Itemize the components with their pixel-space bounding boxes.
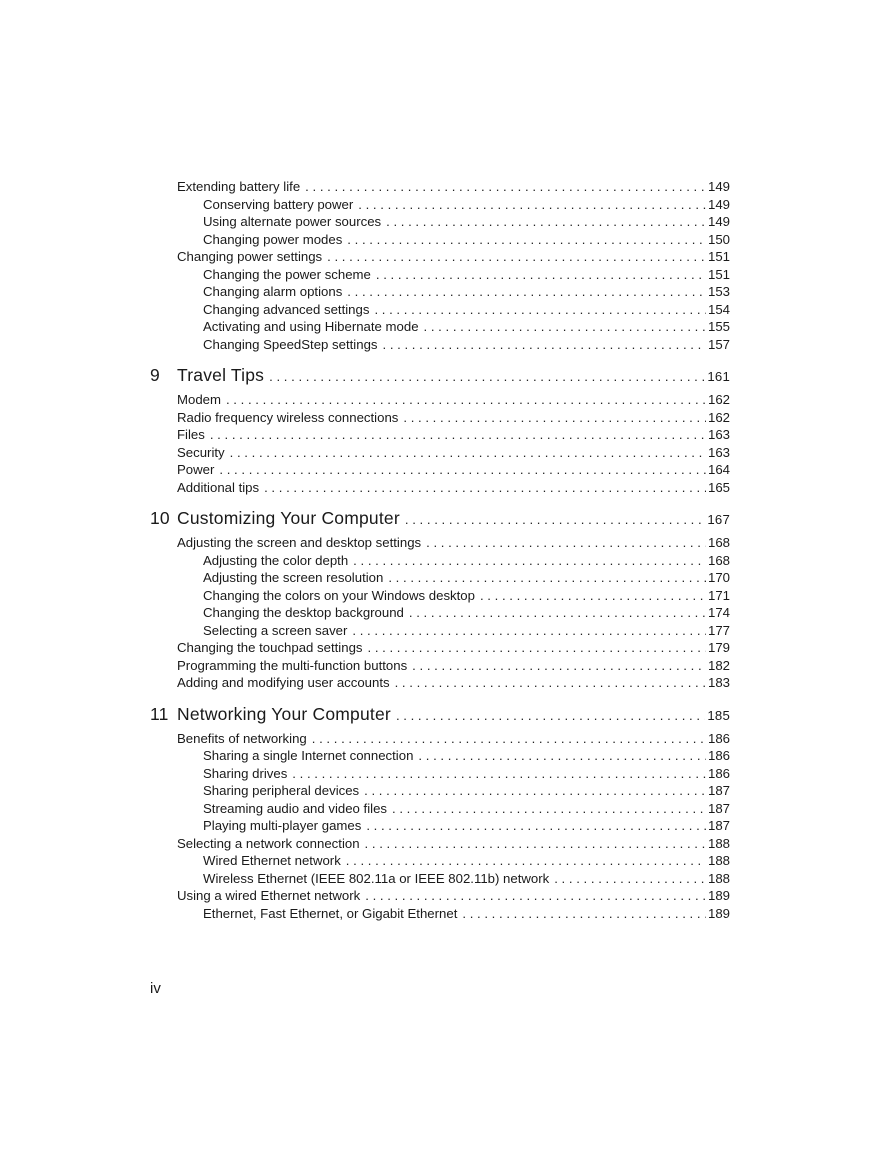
dot-leader	[403, 409, 706, 427]
entry-title: Benefits of networking	[177, 730, 307, 746]
page-ref: 163	[707, 444, 730, 460]
dot-leader	[230, 444, 706, 462]
page-ref: 162	[707, 392, 730, 407]
entry-title: Programming the multi-function buttons	[177, 657, 408, 673]
page-ref: 157	[707, 336, 730, 352]
page-ref: 149	[707, 214, 730, 229]
entry-title: Modem	[177, 392, 221, 407]
dot-leader	[352, 622, 706, 640]
toc-entry[interactable]	[150, 196, 730, 214]
page-ref: 151	[707, 249, 730, 264]
page-ref: 168	[707, 552, 730, 568]
entry-title: Changing advanced settings	[203, 301, 370, 317]
dot-leader	[226, 391, 706, 409]
entry-title: Changing the power scheme	[203, 266, 371, 282]
page-ref: 167	[707, 512, 730, 527]
dot-leader	[412, 657, 706, 675]
dot-leader	[365, 835, 706, 853]
page-ref: 187	[707, 783, 730, 798]
dot-leader	[418, 747, 706, 765]
entry-title: Conserving battery power	[203, 196, 354, 212]
chapter-title: Customizing Your Computer	[177, 508, 400, 528]
dot-leader	[292, 765, 706, 783]
dot-leader	[392, 800, 706, 818]
dot-leader	[346, 852, 706, 870]
toc-entry[interactable]	[150, 674, 730, 692]
chapter-number: 9	[150, 365, 160, 385]
page-ref: 153	[707, 284, 730, 299]
dot-leader	[405, 508, 706, 530]
chapter-title: Networking Your Computer	[177, 703, 391, 724]
dot-leader	[409, 604, 706, 622]
dot-leader	[383, 336, 706, 354]
toc-entry[interactable]	[150, 887, 730, 905]
dot-leader	[347, 283, 706, 301]
dot-leader	[462, 905, 706, 923]
entry-title: Changing the desktop background	[203, 605, 404, 620]
dot-leader	[269, 365, 705, 387]
dot-leader	[424, 318, 706, 336]
entry-title: Ethernet, Fast Ethernet, or Gigabit Ethernet	[203, 905, 458, 921]
toc-entry[interactable]	[150, 852, 730, 870]
entry-title: Changing power modes	[203, 231, 343, 247]
entry-title: Adjusting the color depth	[203, 552, 349, 568]
toc-entry[interactable]	[150, 391, 730, 409]
page-ref: 188	[707, 853, 730, 868]
dot-leader	[327, 248, 706, 266]
toc-chapter[interactable]	[150, 363, 730, 387]
page-ref: 179	[707, 640, 730, 655]
entry-title: Adjusting the screen resolution	[203, 570, 384, 585]
entry-title: Sharing drives	[203, 765, 288, 781]
page-ref: 187	[707, 818, 730, 833]
dot-leader	[395, 674, 706, 692]
dot-leader	[305, 178, 706, 196]
entry-title: Wireless Ethernet (IEEE 802.11a or IEEE 802.11b) network	[203, 870, 550, 886]
toc-entry[interactable]	[150, 461, 730, 479]
entry-title: Changing SpeedStep settings	[203, 336, 378, 352]
page-number: iv	[150, 980, 161, 997]
toc-entry[interactable]	[150, 730, 730, 748]
entry-title: Changing the touchpad settings	[177, 640, 363, 655]
page-ref: 187	[707, 800, 730, 816]
entry-title: Files	[177, 427, 205, 442]
chapter-number: 10	[150, 508, 170, 528]
toc-entry[interactable]	[150, 870, 730, 888]
toc-entry[interactable]	[150, 426, 730, 444]
entry-title: Selecting a network connection	[177, 835, 360, 851]
page-ref: 189	[707, 905, 730, 921]
page-ref: 171	[707, 587, 730, 603]
dot-leader	[426, 534, 706, 552]
toc-entry[interactable]	[150, 409, 730, 427]
chapter-title: Travel Tips	[177, 365, 265, 385]
dot-leader	[353, 552, 706, 570]
toc-entry[interactable]	[150, 231, 730, 249]
toc-entry[interactable]	[150, 765, 730, 783]
page-ref: 186	[707, 748, 730, 763]
dot-leader	[219, 461, 706, 479]
toc-entry[interactable]	[150, 782, 730, 800]
entry-title: Extending battery life	[177, 179, 301, 194]
toc-entry[interactable]	[150, 835, 730, 853]
dot-leader	[368, 639, 706, 657]
entry-title: Additional tips	[177, 479, 260, 495]
toc-entry[interactable]	[150, 905, 730, 923]
page-ref: 155	[707, 319, 730, 334]
page-ref: 149	[707, 179, 730, 194]
entry-title: Sharing peripheral devices	[203, 783, 360, 798]
dot-leader	[365, 887, 706, 905]
toc-entry[interactable]	[150, 318, 730, 336]
page-ref: 168	[707, 535, 730, 550]
page-ref: 185	[707, 707, 730, 723]
page-ref: 164	[707, 462, 730, 477]
dot-leader	[358, 196, 706, 214]
page-ref: 170	[707, 570, 730, 585]
page-ref: 174	[707, 605, 730, 620]
entry-title: Adjusting the screen and desktop settings	[177, 535, 422, 550]
toc-chapter[interactable]	[150, 702, 730, 726]
entry-title: Adding and modifying user accounts	[177, 675, 390, 690]
page-ref: 162	[707, 409, 730, 425]
page-ref: 186	[707, 765, 730, 781]
page-ref: 177	[707, 622, 730, 638]
page-ref: 188	[707, 870, 730, 886]
entry-title: Changing the colors on your Windows desktop	[203, 587, 475, 603]
toc-entry[interactable]	[150, 552, 730, 570]
entry-title: Wired Ethernet network	[203, 853, 341, 868]
dot-leader	[312, 730, 706, 748]
toc-entry[interactable]	[150, 604, 730, 622]
entry-title: Using alternate power sources	[203, 214, 382, 229]
toc-entry[interactable]	[150, 817, 730, 835]
toc-entry[interactable]	[150, 587, 730, 605]
entry-title: Power	[177, 462, 215, 477]
page-ref: 163	[707, 427, 730, 442]
page-ref: 183	[707, 675, 730, 690]
toc-entry[interactable]	[150, 639, 730, 657]
dot-leader	[374, 301, 706, 319]
dot-leader	[376, 266, 706, 284]
toc-entry[interactable]	[150, 569, 730, 587]
toc-entry[interactable]	[150, 657, 730, 675]
entry-title: Sharing a single Internet connection	[203, 748, 414, 763]
table-of-contents	[150, 178, 730, 922]
dot-leader	[264, 479, 706, 497]
toc-entry[interactable]	[150, 248, 730, 266]
toc-entry[interactable]	[150, 444, 730, 462]
page-ref: 149	[707, 196, 730, 212]
page-ref: 154	[707, 301, 730, 317]
page-ref: 165	[707, 479, 730, 495]
toc-entry[interactable]	[150, 178, 730, 196]
toc-entry[interactable]	[150, 622, 730, 640]
entry-title: Radio frequency wireless connections	[177, 409, 399, 425]
toc-entry[interactable]	[150, 283, 730, 301]
dot-leader	[388, 569, 706, 587]
page-ref: 182	[707, 657, 730, 673]
entry-title: Changing alarm options	[203, 284, 343, 299]
toc-entry[interactable]	[150, 301, 730, 319]
toc-entry[interactable]	[150, 336, 730, 354]
chapter-number: 11	[150, 703, 169, 724]
entry-title: Using a wired Ethernet network	[177, 888, 361, 903]
toc-entry[interactable]	[150, 213, 730, 231]
page-ref: 150	[707, 231, 730, 247]
dot-leader	[210, 426, 706, 444]
entry-title: Security	[177, 444, 225, 460]
entry-title: Activating and using Hibernate mode	[203, 319, 419, 334]
toc-entry[interactable]	[150, 266, 730, 284]
page-ref: 151	[707, 266, 730, 282]
toc-entry[interactable]	[150, 534, 730, 552]
entry-title: Changing power settings	[177, 249, 323, 264]
dot-leader	[364, 782, 706, 800]
toc-chapter[interactable]	[150, 506, 730, 530]
dot-leader	[396, 704, 705, 726]
dot-leader	[554, 870, 706, 888]
toc-entry[interactable]	[150, 747, 730, 765]
entry-title: Streaming audio and video files	[203, 800, 388, 816]
dot-leader	[366, 817, 706, 835]
page-ref: 186	[707, 730, 730, 746]
dot-leader	[347, 231, 706, 249]
toc-entry[interactable]	[150, 800, 730, 818]
toc-entry[interactable]	[150, 479, 730, 497]
dot-leader	[480, 587, 706, 605]
page-ref: 188	[707, 835, 730, 851]
entry-title: Playing multi-player games	[203, 818, 362, 833]
entry-title: Selecting a screen saver	[203, 622, 348, 638]
dot-leader	[386, 213, 706, 231]
page-ref: 161	[707, 369, 730, 384]
page-ref: 189	[707, 888, 730, 903]
